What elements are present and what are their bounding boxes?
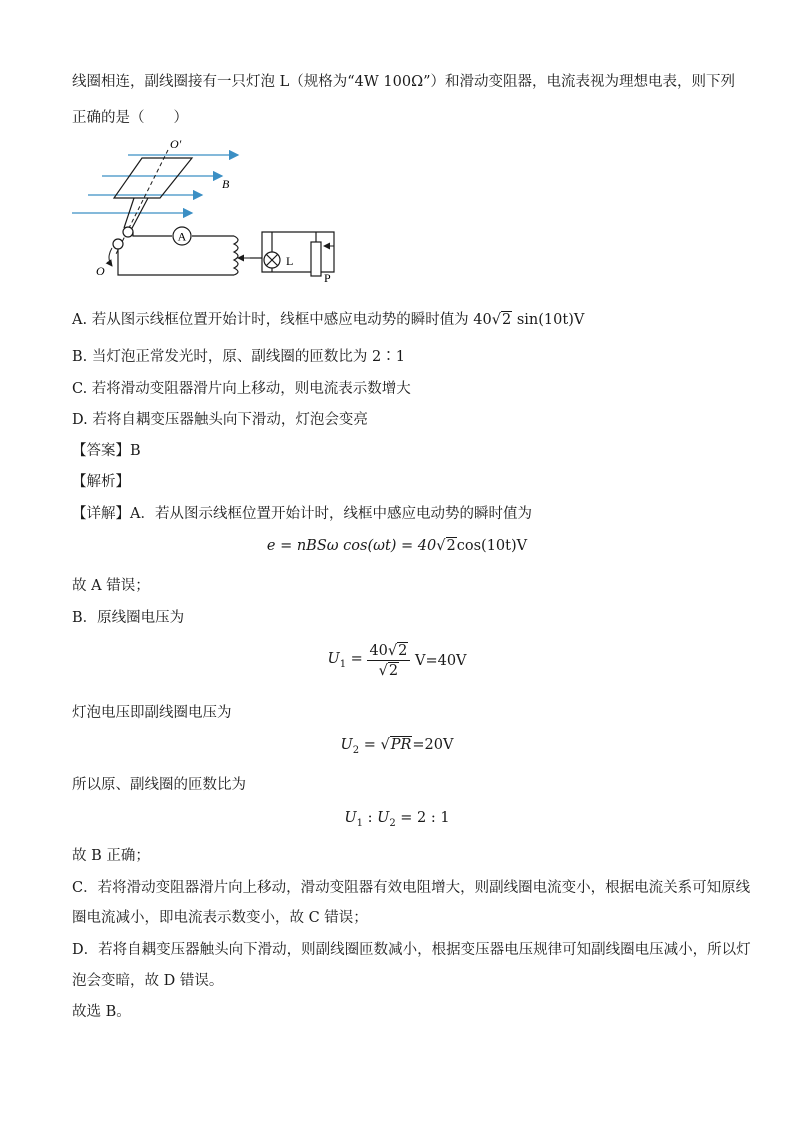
eq4-u1-sub: 1	[356, 817, 363, 829]
answer-value: B	[130, 443, 141, 459]
eq3-rhs: =20V	[412, 737, 454, 753]
detail-b-text: B．原线圈电压为	[72, 610, 185, 626]
option-a-text: A. 若从图示线框位置开始计时，线框中感应电动势的瞬时值为	[72, 312, 469, 328]
eq4-value: = 2 : 1	[400, 810, 450, 826]
detail-lamp-text: 灯泡电压即副线圈电压为	[72, 705, 232, 721]
equation-emf: e = nBSω cos(ωt) = 40√2cos(10t)V	[266, 538, 528, 554]
detail-d-line-1: D．若将自耦变压器触头向下滑动，则副线圈匝数减小，根据变压器电压规律可知副线圈电压减小，所以灯	[72, 942, 751, 958]
eq2-den-radicand: 2	[388, 663, 399, 679]
eq4-u2: U	[377, 810, 390, 826]
final-choice: 故选 B。	[72, 1004, 131, 1020]
question-stem-line-1: 线圈相连，副线圈接有一只灯泡 L（规格为“4W 100Ω”）和滑动变阻器，电流表视为理想电表，则下列	[72, 74, 735, 90]
eq2-lhs-sub: 1	[339, 658, 347, 670]
eq2-num-coef: 40	[369, 643, 388, 659]
slip-ring-1	[123, 227, 133, 237]
ammeter-label: A	[177, 229, 187, 244]
rotation-axis	[116, 150, 168, 254]
analysis-label: 【解析】	[72, 474, 130, 490]
eq4-u2-sub: 2	[389, 817, 396, 829]
lamp-label: L	[286, 254, 294, 268]
answer-line	[72, 441, 141, 461]
option-d: D. 若将自耦变压器触头向下滑动，灯泡会变亮	[72, 412, 368, 428]
eq2-fraction: $\frac{40√2}{√2}$	[367, 642, 410, 679]
eq2-num-radicand: 2	[398, 643, 408, 659]
detail-ratio-text: 所以原、副线圈的匝数比为	[72, 777, 246, 793]
equation-u2: $U_2 = √PR=20V$	[340, 737, 454, 756]
generator-circuit-diagram	[72, 136, 362, 286]
option-b: B. 当灯泡正常发光时，原、副线圈的匝数比为 2∶1	[72, 349, 405, 365]
detail-label: 【详解】	[72, 506, 130, 522]
detail-a-text: A．若从图示线框位置开始计时，线框中感应电动势的瞬时值为	[130, 506, 532, 522]
eq3-lhs-sub: 2	[352, 744, 360, 756]
option-a-radicand: 2	[502, 312, 512, 328]
option-a: A. 若从图示线框位置开始计时，线框中感应电动势的瞬时值为 40√2 sin(10t)V	[72, 312, 585, 328]
axis-label-o-prime: O′	[170, 137, 182, 151]
eq3-radicand: PR	[390, 737, 412, 753]
detail-c-line-1: C．若将滑动变阻器滑片向上移动，滑动变阻器有效电阻增大，则副线圈电流变小，根据电流关系可知原线	[72, 880, 751, 896]
eq2-lhs: U	[327, 651, 340, 668]
answer-label: 【答案】	[72, 443, 130, 459]
rheostat-label: P	[324, 271, 331, 285]
detail-a-conclusion: 故 A 错误；	[72, 578, 150, 594]
eq1-left: e = nBSω cos(ωt) = 40	[266, 538, 437, 554]
axis-label-o: O	[96, 264, 105, 278]
rheostat	[311, 242, 321, 276]
equation-u1: $U_1$ = $\frac{40√2}{√2}$ V=40V	[327, 643, 467, 679]
option-a-coef: 40	[473, 312, 492, 328]
detail-c-line-2: 圈电流减小，即电流表示数变小，故 C 错误；	[72, 910, 368, 926]
autotransformer-coil	[234, 236, 238, 275]
slip-ring-2	[113, 239, 123, 249]
eq1-right: cos(10t)V	[456, 538, 528, 554]
eq2-rhs: V=40V	[414, 652, 467, 669]
eq1-radicand: 2	[446, 538, 456, 554]
option-a-func: sin(10t)V	[516, 312, 585, 328]
field-label-b: B	[222, 177, 230, 191]
eq3-lhs: U	[340, 737, 353, 753]
question-stem-line-2: 正确的是（ ）	[72, 110, 188, 126]
equation-ratio: $U_1$ : $U_2 = 2$ : 1	[344, 810, 450, 829]
coil-frame	[114, 158, 192, 198]
detail-b-conclusion: 故 B 正确；	[72, 848, 150, 864]
detail-d-line-2: 泡会变暗，故 D 错误。	[72, 973, 224, 989]
eq4-u1: U	[344, 810, 357, 826]
detail-a-line	[72, 504, 532, 524]
option-c: C. 若将滑动变阻器滑片向上移动，则电流表示数增大	[72, 381, 411, 397]
